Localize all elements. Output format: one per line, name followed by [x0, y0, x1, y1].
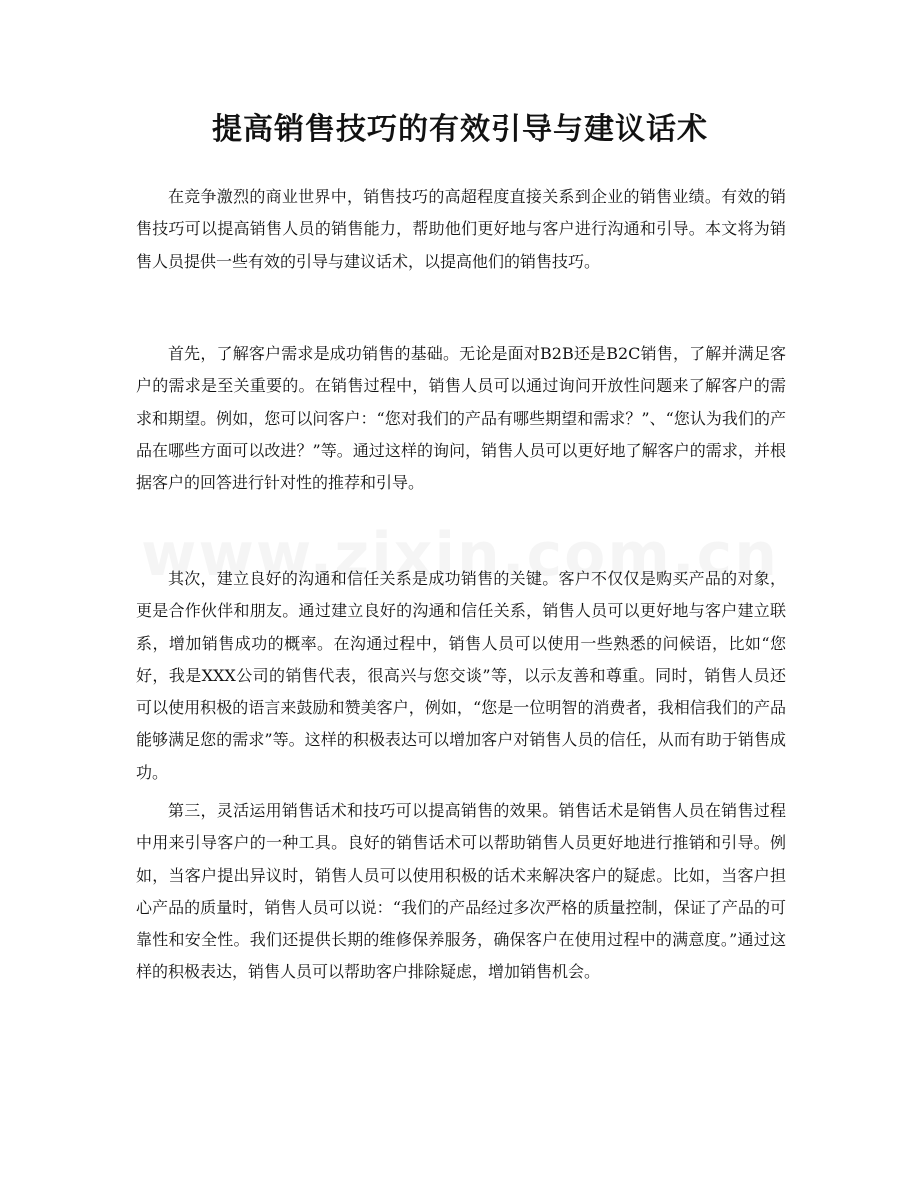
paragraph-intro: 在竞争激烈的商业世界中，销售技巧的高超程度直接关系到企业的销售业绩。有效的销售技巧可以提高销售人员的销售能力，帮助他们更好地与客户进行沟通和引导。本文将为销售人员提供一些有效的引导与建议话术，以提高他们的销售技巧。 — [136, 187, 786, 271]
document-title: 提高销售技巧的有效引导与建议话术 — [212, 112, 708, 147]
paragraph-first: 首先，了解客户需求是成功销售的基础。无论是面对B2B还是B2C销售，了解并满足客户的需求是至关重要的。在销售过程中，销售人员可以通过询问开放性问题来了解客户的需求和期望。例如，您可以问客户：“您对我们的产品有哪些期望和需求？”、“您认为我们的产品在哪些方面可以改进？”等。通过这样的询问，销售人员可以更好地了解客户的需求，并根据客户的回答进行针对性的推荐和引导。 — [136, 344, 786, 493]
paragraph-second: 其次，建立良好的沟通和信任关系是成功销售的关键。客户不仅仅是购买产品的对象，更是合作伙伴和朋友。通过建立良好的沟通和信任关系，销售人员可以更好地与客户建立联系，增加销售成功的概率。在沟通过程中，销售人员可以使用一些熟悉的问候语，比如“您好，我是XXX公司的销售代表，很高兴与您交谈”等，以示友善和尊重。同时，销售人员还可以使用积极的语言来鼓励和赞美客户，例如，“您是一位明智的消费者，我相信我们的产品能够满足您的需求”等。这样的积极表达可以增加客户对销售人员的信任，从而有助于销售成功。 — [136, 569, 786, 782]
paragraph-third: 第三，灵活运用销售话术和技巧可以提高销售的效果。销售话术是销售人员在销售过程中用来引导客户的一种工具。良好的销售话术可以帮助销售人员更好地进行推销和引导。例如，当客户提出异议时，销售人员可以使用积极的话术来解决客户的疑虑。比如，当客户担心产品的质量时，销售人员可以说：“我们的产品经过多次严格的质量控制，保证了产品的可靠性和安全性。我们还提供长期的维修保养服务，确保客户在使用过程中的满意度。”通过这样的积极表达，销售人员可以帮助客户排除疑虑，增加销售机会。 — [136, 801, 786, 982]
